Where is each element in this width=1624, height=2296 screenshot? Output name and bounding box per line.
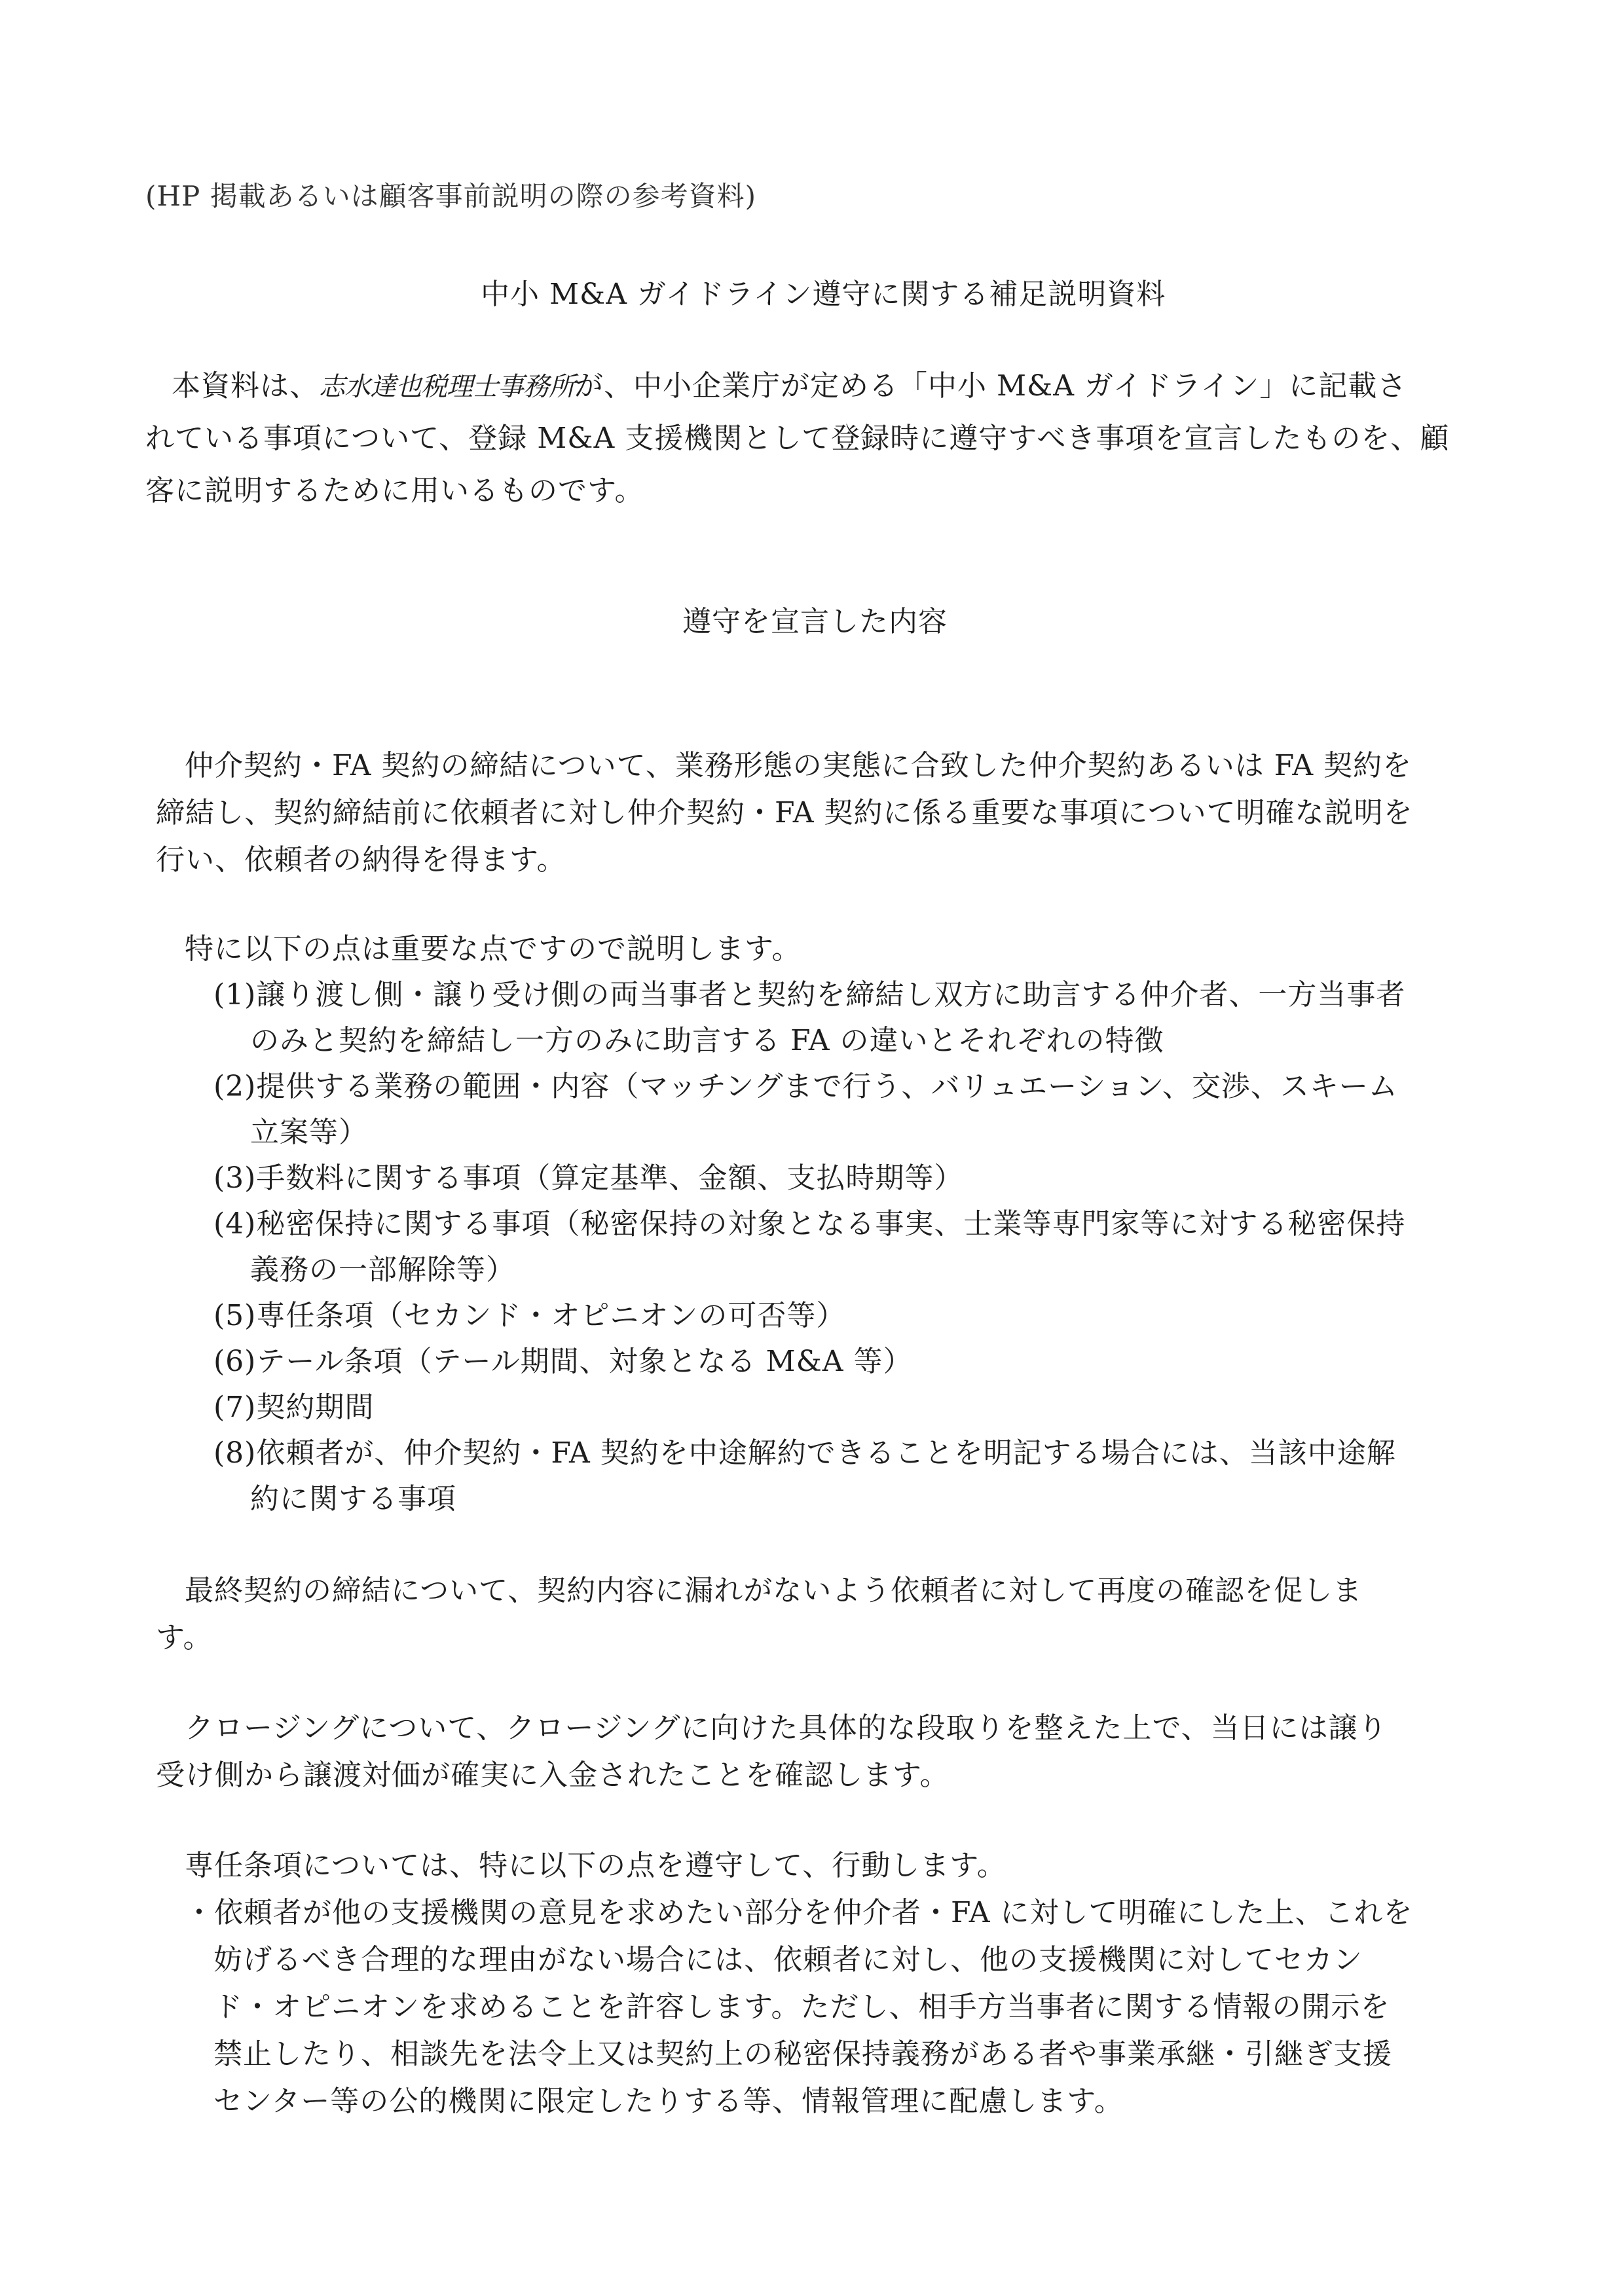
- para2-line-2: す。: [156, 1621, 213, 1654]
- para4-intro: 専任条項については、特に以下の点を遵守して、行動します。: [185, 1849, 1006, 1882]
- para1-line-2: 締結し、契約締結前に依頼者に対し仲介契約・FA 契約に係る重要な事項について明確な説明を: [156, 796, 1413, 829]
- list-item-5: (5)専任条項（セカンド・オピニオンの可否等）: [213, 1299, 846, 1332]
- para4-bullet-line-2: 妨げるべき合理的な理由がない場合には、依頼者に対し、他の支援機関に対してセカン: [213, 1943, 1363, 1977]
- list-item-3: (3)手数料に関する事項（算定基準、金額、支払時期等）: [213, 1161, 964, 1195]
- para4-bullet-line-1: ・依頼者が他の支援機関の意見を求めたい部分を仲介者・FA に対して明確にした上、これを: [185, 1896, 1413, 1929]
- para1-line-3: 行い、依頼者の納得を得ます。: [156, 843, 566, 877]
- header-note: (HP 掲載あるいは顧客事前説明の際の参考資料): [145, 180, 757, 212]
- para4-bullet-line-5: センター等の公的機関に限定したりする等、情報管理に配慮します。: [213, 2085, 1124, 2118]
- para4-bullet-line-4: 禁止したり、相談先を法令上又は契約上の秘密保持義務がある者や事業承継・引継ぎ支援: [213, 2037, 1392, 2071]
- para2-line-1: 最終契約の締結について、契約内容に漏れがないよう依頼者に対して再度の確認を促しま: [185, 1574, 1363, 1607]
- list-item-6: (6)テール条項（テール期間、対象となる M&A 等）: [213, 1345, 913, 1378]
- para1-line-1: 仲介契約・FA 契約の締結について、業務形態の実態に合致した仲介契約あるいは FA 契約を: [185, 749, 1412, 782]
- section-title: 遵守を宣言した内容: [682, 605, 948, 638]
- intro-line-2: れている事項について、登録 M&A 支援機関として登録時に遵守すべき事項を宣言したものを、顧: [145, 422, 1450, 455]
- document-title: 中小 M&A ガイドライン遵守に関する補足説明資料: [481, 278, 1166, 311]
- list-item-4: (4)秘密保持に関する事項（秘密保持の対象となる事実、士業等専門家等に対する秘密保持: [213, 1207, 1406, 1241]
- para3-line-2: 受け側から譲渡対価が確実に入金されたことを確認します。: [156, 1758, 950, 1792]
- handwritten-firm-name: 志水達也税理士事務所: [319, 372, 574, 402]
- list-item-1: (1)譲り渡し側・譲り受け側の両当事者と契約を締結し双方に助言する仲介者、一方当事者: [213, 978, 1406, 1011]
- list-intro: 特に以下の点は重要な点ですので説明します。: [185, 932, 802, 966]
- list-item-7: (7)契約期間: [213, 1391, 375, 1424]
- list-item-2: (2)提供する業務の範囲・内容（マッチングまで行う、バリュエーション、交渉、スキーム: [213, 1070, 1398, 1103]
- list-item-4-cont: 義務の一部解除等）: [250, 1253, 515, 1286]
- para3-line-1: クロージングについて、クロージングに向けた具体的な段取りを整えた上で、当日には譲り: [185, 1711, 1388, 1745]
- intro-suffix: が、中小企業庁が定める「中小 M&A ガイドライン」に記載さ: [574, 369, 1407, 403]
- list-item-2-cont: 立案等）: [250, 1116, 368, 1149]
- intro-line-1: [172, 367, 1407, 407]
- list-item-1-cont: のみと契約を締結し一方のみに助言する FA の違いとそれぞれの特徴: [250, 1024, 1164, 1057]
- intro-line-3: 客に説明するために用いるものです。: [145, 474, 644, 507]
- intro-prefix: 本資料は、: [172, 369, 319, 403]
- para4-bullet-line-3: ド・オピニオンを求めることを許容します。ただし、相手方当事者に関する情報の開示を: [213, 1990, 1390, 2024]
- list-item-8-cont: 約に関する事項: [250, 1482, 456, 1516]
- list-item-8: (8)依頼者が、仲介契約・FA 契約を中途解約できることを明記する場合には、当該中途解: [213, 1436, 1396, 1470]
